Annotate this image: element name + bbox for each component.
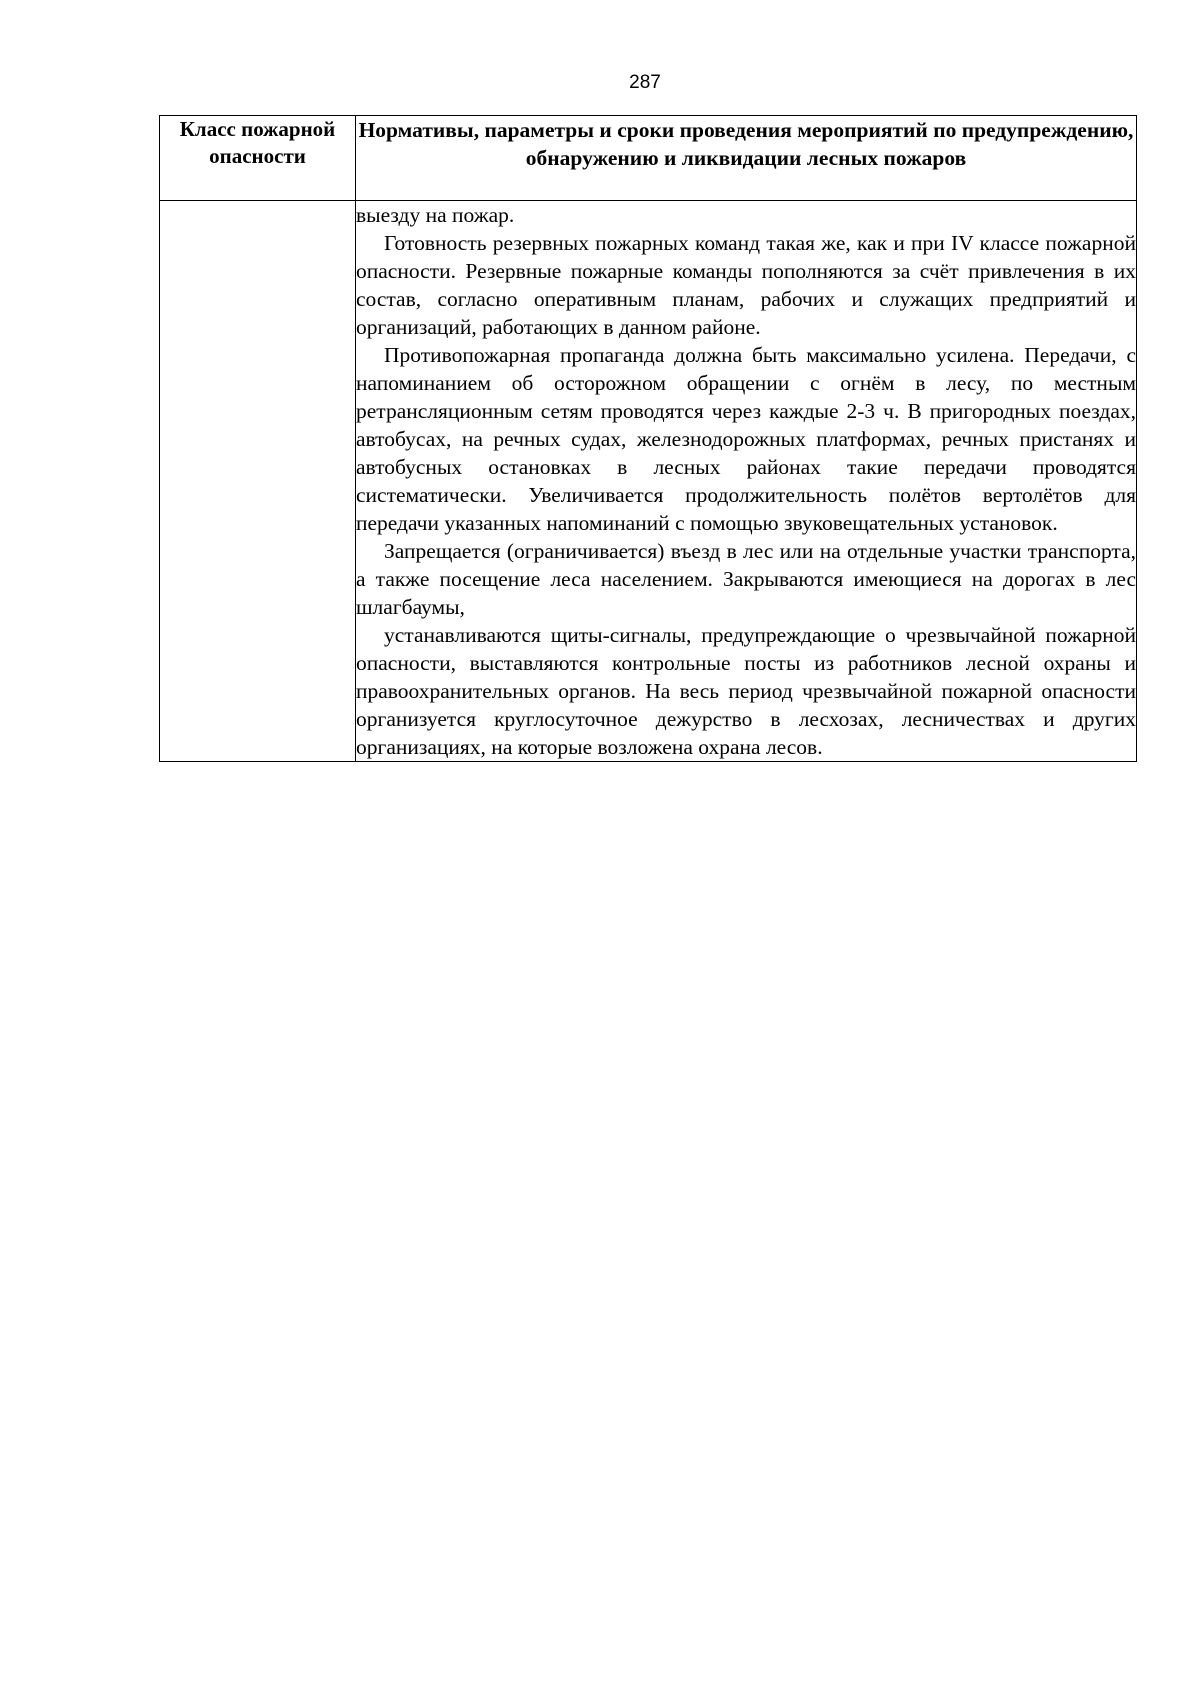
paragraph: выезду на пожар.: [356, 203, 515, 227]
page-number: 287: [629, 72, 661, 93]
table-header-row: [160, 116, 1137, 201]
measures-cell: [356, 201, 1137, 762]
header-fire-danger-class: Класс пожарной опасности: [160, 116, 356, 201]
paragraph: устанавливаются щиты-сигналы, предупреждающие о чрезвычайной пожарной опасности, выставляются контрольные посты из работников лесной охраны и правоохранительных органов. На весь период чрезвычайной пожарной опасности организуется круглосуточное дежурство в лесхозах, лесничествах и других организациях, на которые возложена охрана лесов.: [356, 623, 1136, 759]
paragraph: Запрещается (ограничивается) въезд в лес или на отдельные участки транспорта, а также посещение леса населением. Закрываются имеющиеся на дорогах в лес шлагбаумы,: [356, 539, 1136, 619]
table-row: [160, 201, 1137, 762]
class-cell: [160, 201, 356, 762]
paragraph: Готовность резервных пожарных команд такая же, как и при IV классе пожарной опасности. Резервные пожарные команды пополняются за счёт привлечения в их состав, согласно оперативным планам, рабочих и служащих предприятий и организаций, работающих в данном районе.: [356, 231, 1136, 339]
paragraph: Противопожарная пропаганда должна быть максимально усилена. Передачи, с напоминанием об осторожном обращении с огнём в лесу, по местным ретрансляционным сетям проводятся через каждые 2-3 ч. В пригородных поездах, автобусах, на речных судах, железнодорожных платформах, речных пристанях и автобусных остановках в лесных районах такие передачи проводятся систематически. Увеличивается продолжительность полётов вертолётов для передачи указанных напоминаний с помощью звуковещательных установок.: [356, 343, 1136, 535]
fire-danger-table: [159, 115, 1137, 762]
header-measures: Нормативы, параметры и сроки проведения мероприятий по предупреждению, обнаружению и ликвидации лесных пожаров: [356, 116, 1137, 201]
